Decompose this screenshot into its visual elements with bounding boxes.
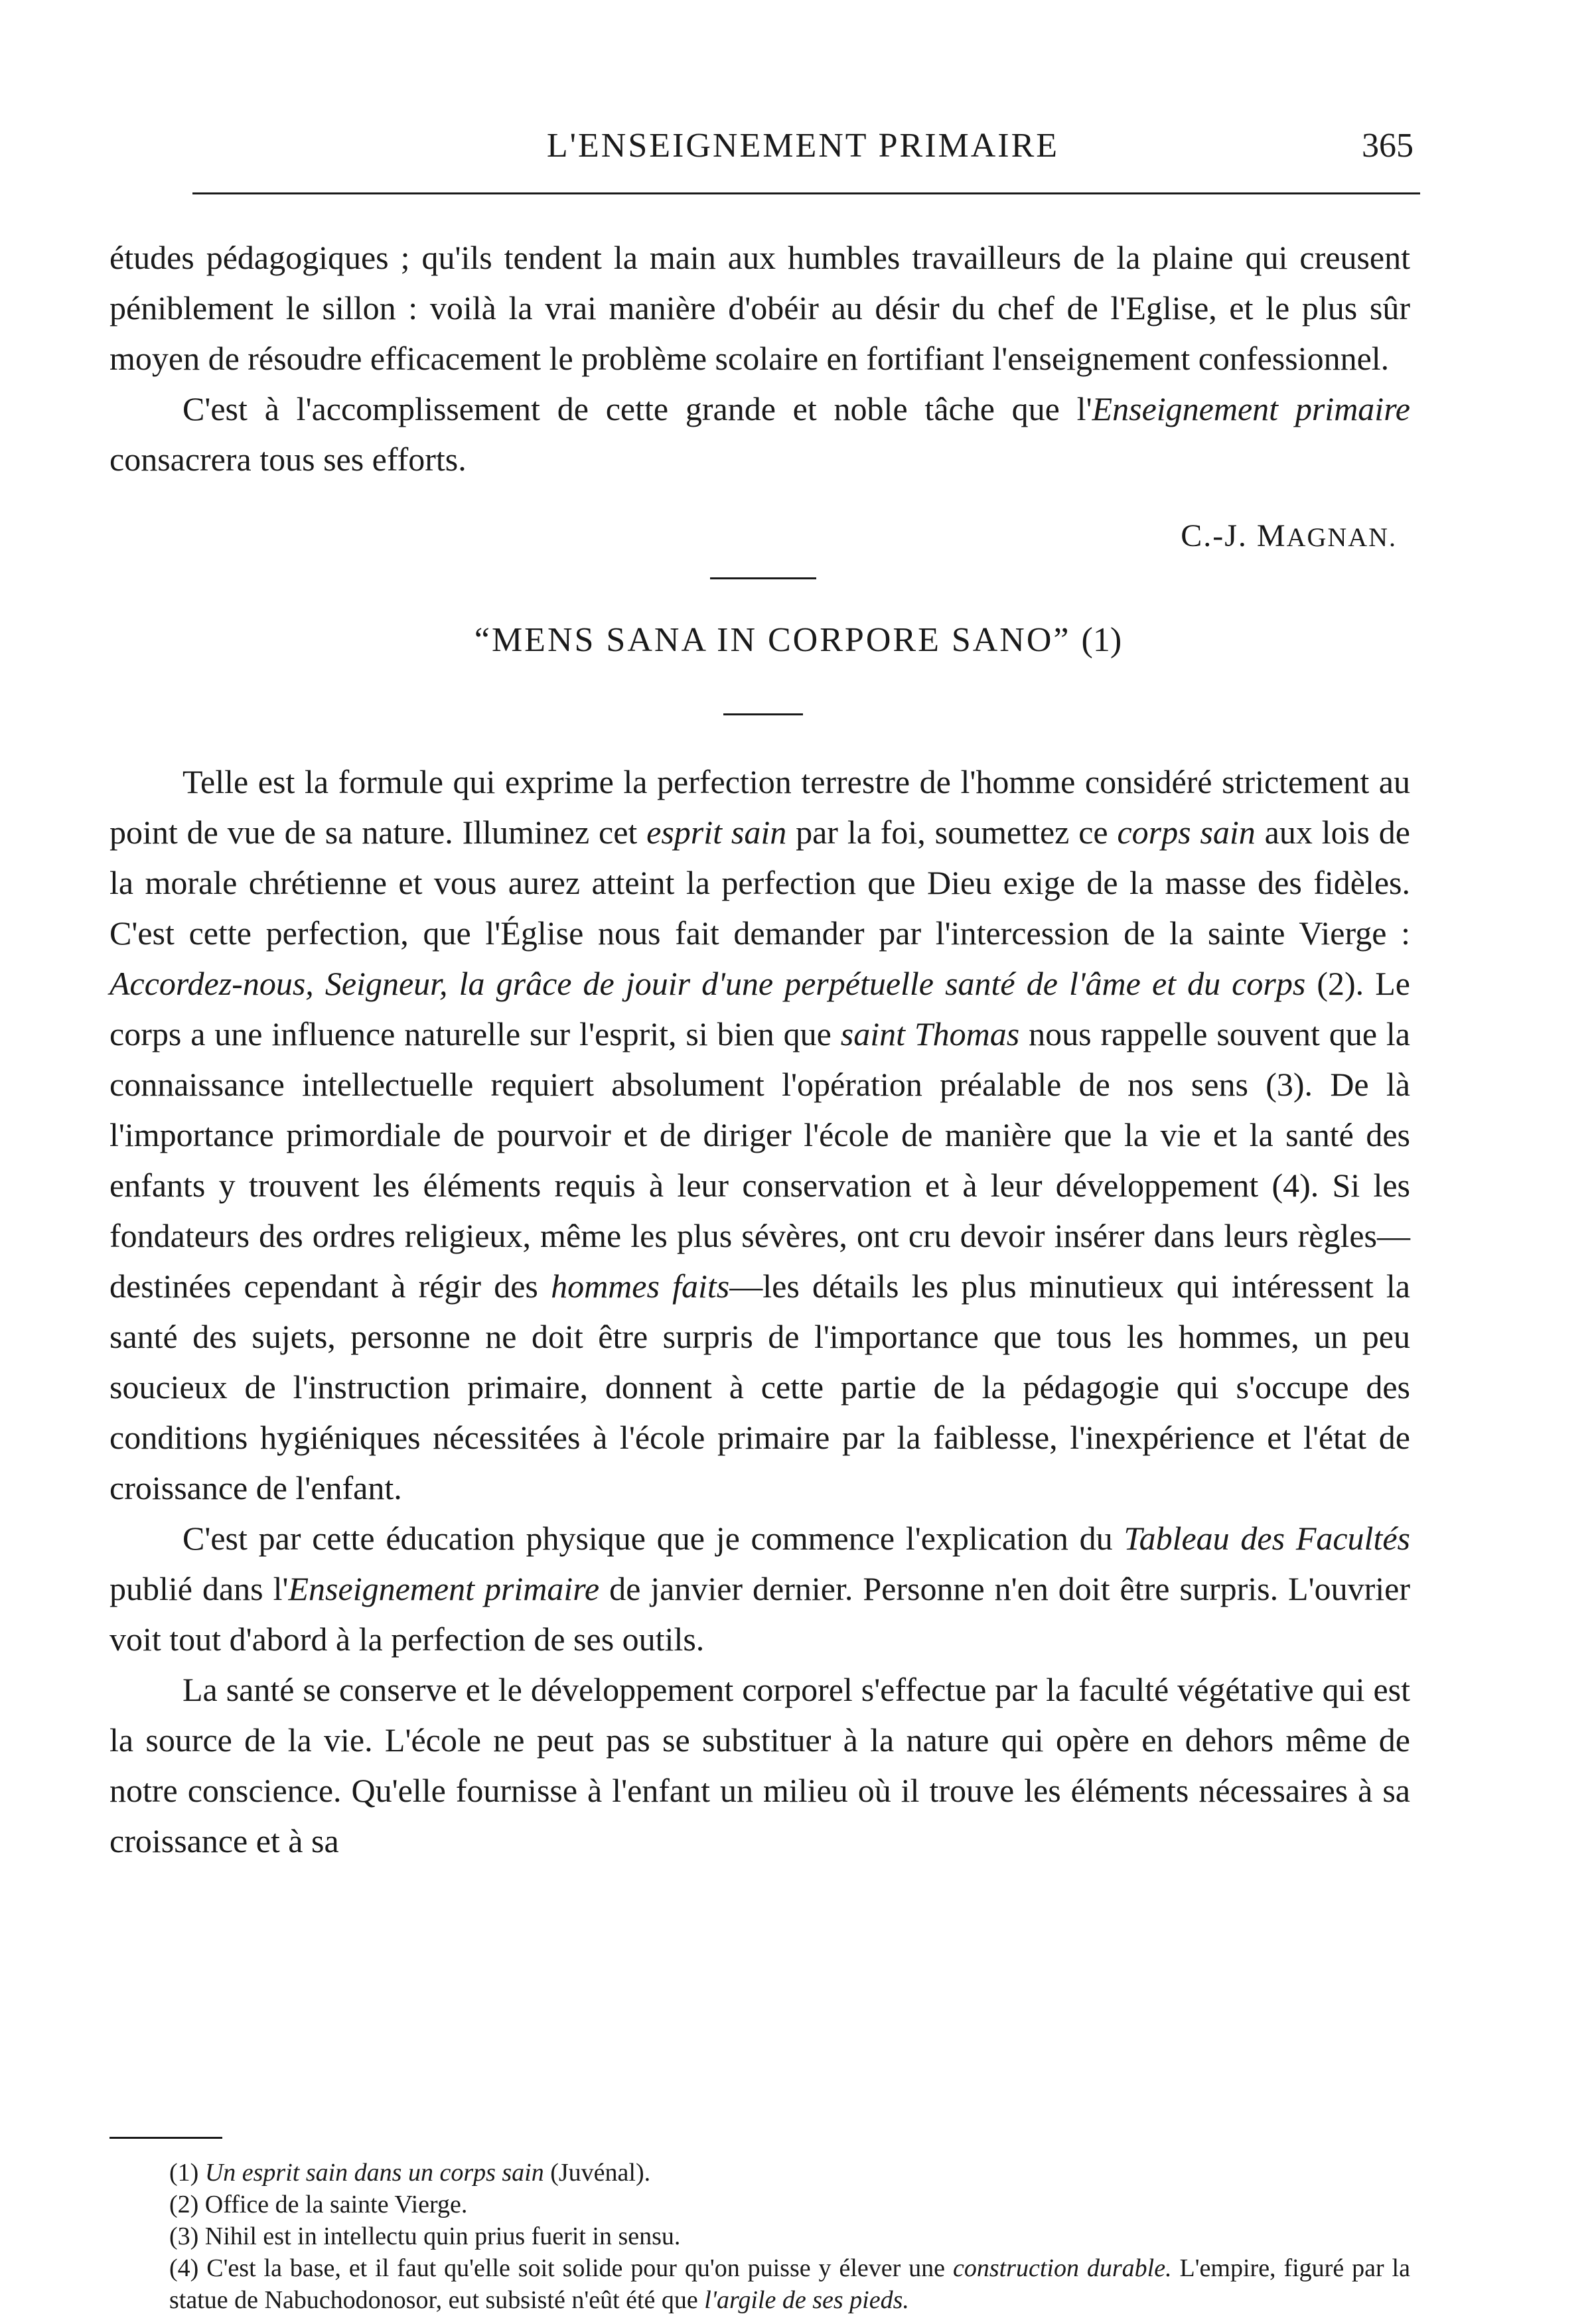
text-run: C'est par cette éducation physique que je commence l'explication du	[182, 1520, 1124, 1557]
italic-run: Accordez-nous, Seigneur, la grâce de jouir d'une perpétuelle santé de l'âme et du corps	[109, 965, 1306, 1002]
italic-run: saint Thomas	[840, 1015, 1020, 1052]
intro-text	[109, 232, 1410, 484]
text-run: aux lois de la morale chrétienne et vous aurez atteint la perfection que Dieu exige de la masse des fidèles. C'est cette perfection, que l'Église nous fait demander par l'intercession de la sainte Vierge :	[109, 814, 1410, 952]
text-run: par la foi, soumettez ce	[786, 814, 1118, 851]
section-title-note: (1)	[1081, 621, 1122, 659]
article-paragraph-2	[109, 1513, 1410, 1664]
text-run: (4) C'est la base, et il faut qu'elle soit solide pour qu'on puisse y élever une	[169, 2254, 953, 2282]
running-title: L'ENSEIGNEMENT PRIMAIRE	[546, 127, 1060, 165]
text-run: —les détails les plus minutieux qui intéressent la santé des sujets, personne ne doit être surpris de l'importance que tous les hommes, un peu soucieux de l'instruction primaire, donnent à cette partie de la pédagogie qui s'occupe des conditions hygiéniques nécessitées à l'école primaire par la faiblesse, l'inexpérience et l'état de croissance de l'enfant.	[109, 1267, 1410, 1506]
signature-surname: AGNAN.	[1286, 522, 1397, 552]
footnote-2: (2) Office de la sainte Vierge.	[169, 2191, 468, 2218]
italic-run: construction durable.	[952, 2254, 1172, 2282]
article-paragraph-3: La santé se conserve et le développement corporel s'effectue par la faculté végétative qui est la source de la vie. L'école ne peut pas se substituer à la nature qui opère en dehors même de notre conscience. Qu'elle fournisse à l'enfant un milieu où il trouve les éléments nécessaires à sa croissance et à sa	[109, 1671, 1410, 1859]
text-run: (Juvénal).	[544, 2159, 651, 2187]
text-run: nous rappelle souvent que la connaissance intellectuelle requiert absolument l'opération préalable de nos sens (3). De là l'importance primordiale de pourvoir et de diriger l'école de manière que la vie et la santé des enfants y trouvent les éléments requis à leur conservation et à leur développement (4). Si les fondateurs des ordres religieux, même les plus sévères, ont cru devoir insérer dans leurs règles—destinées cependant à régir des	[109, 1015, 1410, 1305]
page-number: 365	[1362, 127, 1414, 165]
italic-run: Enseignement primaire	[1092, 390, 1410, 427]
footnote-rule	[109, 2137, 222, 2139]
text-run: Telle est la formule qui exprime la perfection terrestre de l'homme considéré strictement au point de vue de sa nature. Illuminez cet	[109, 763, 1410, 851]
footnote-4	[109, 2252, 1410, 2316]
text-run: (2). Le corps a une influence naturelle sur l'esprit, si bien que	[109, 965, 1410, 1052]
intro-paragraph-1: études pédagogiques ; qu'ils tendent la main aux humbles travailleurs de la plaine qui creusent péniblement le sillon : voilà la vrai manière d'obéir au désir du chef de l'Eglise, et le plus sûr moyen de résoudre efficacement le problème scolaire en fortifiant l'enseignement confessionnel.	[109, 239, 1410, 377]
article-body	[109, 757, 1410, 1866]
footnotes	[109, 2157, 1410, 2316]
text-run: consacrera tous ses efforts.	[109, 441, 467, 478]
signature-initials: C.-J. M	[1181, 518, 1287, 553]
section-divider	[710, 577, 816, 579]
footnote-1	[109, 2157, 1410, 2189]
article-paragraph-1	[109, 757, 1410, 1513]
section-title-text: “MENS SANA IN CORPORE SANO”	[474, 621, 1071, 659]
italic-run: l'argile de ses pieds.	[704, 2286, 909, 2314]
italic-run: esprit sain	[646, 814, 787, 851]
italic-run: corps sain	[1117, 814, 1256, 851]
header-rule	[192, 192, 1420, 194]
title-divider	[723, 713, 803, 715]
running-header	[192, 126, 1414, 173]
text-run: de janvier dernier. Personne n'en doit être surpris. L'ouvrier voit tout d'abord à la perfection de ses outils.	[109, 1570, 1410, 1658]
italic-run: hommes faits	[551, 1267, 730, 1305]
italic-run: Tableau des Facultés	[1124, 1520, 1410, 1557]
italic-run: Un esprit sain dans un corps sain	[204, 2159, 544, 2187]
section-title	[0, 620, 1596, 660]
text-run: publié dans l'	[109, 1570, 289, 1607]
italic-run: Enseignement primaire	[288, 1570, 600, 1607]
author-signature	[1181, 518, 1397, 554]
text-run: L'empire, figuré par la statue de Nabuchodonosor, eut subsisté n'eût été que	[169, 2254, 1410, 2314]
intro-paragraph-2	[109, 384, 1410, 484]
text-run: C'est à l'accomplissement de cette grande et noble tâche que l'	[182, 390, 1092, 427]
footnote-number: (1)	[169, 2159, 205, 2187]
footnote-3: (3) Nihil est in intellectu quin prius fuerit in sensu.	[169, 2222, 681, 2250]
